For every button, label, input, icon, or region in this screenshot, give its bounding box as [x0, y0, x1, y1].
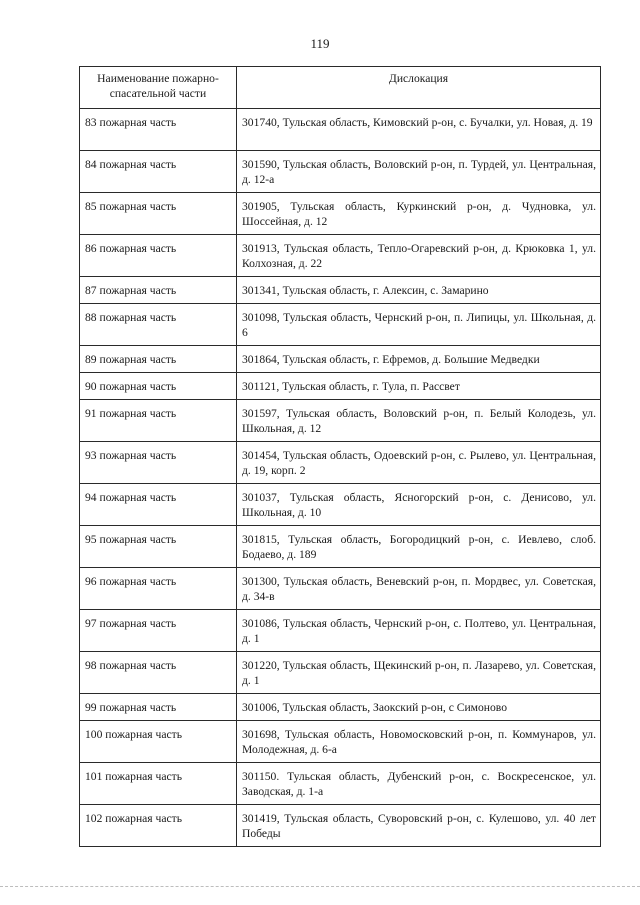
table-row — [80, 526, 601, 568]
unit-location: 301121, Тульская область, г. Тула, п. Рассвет — [237, 373, 601, 400]
unit-location: 301597, Тульская область, Воловский р-он, п. Белый Колодезь, ул. Школьная, д. 12 — [237, 400, 601, 442]
unit-location: 301815, Тульская область, Богородицкий р-он, с. Иевлево, слоб. Бодаево, д. 189 — [237, 526, 601, 568]
unit-location: 301454, Тульская область, Одоевский р-он, с. Рылево, ул. Центральная, д. 19, корп. 2 — [237, 442, 601, 484]
unit-location: 301300, Тульская область, Веневский р-он, п. Мордвес, ул. Советская, д. 34-в — [237, 568, 601, 610]
table-row — [80, 442, 601, 484]
unit-name: 97 пожарная часть — [80, 610, 237, 652]
header-location: Дислокация — [237, 67, 601, 109]
unit-location: 301740, Тульская область, Кимовский р-он, с. Бучалки, ул. Новая, д. 19 — [237, 109, 601, 151]
table-row — [80, 694, 601, 721]
table-row — [80, 151, 601, 193]
unit-name: 90 пожарная часть — [80, 373, 237, 400]
unit-location: 301098, Тульская область, Чернский р-он, п. Липицы, ул. Школьная, д. 6 — [237, 304, 601, 346]
unit-name: 95 пожарная часть — [80, 526, 237, 568]
unit-name: 93 пожарная часть — [80, 442, 237, 484]
table-row — [80, 400, 601, 442]
unit-name: 84 пожарная часть — [80, 151, 237, 193]
unit-location: 301419, Тульская область, Суворовский р-он, с. Кулешово, ул. 40 лет Победы — [237, 805, 601, 847]
unit-location: 301698, Тульская область, Новомосковский р-он, п. Коммунаров, ул. Молодежная, д. 6-а — [237, 721, 601, 763]
table-header-row — [80, 67, 601, 109]
table-row — [80, 304, 601, 346]
unit-location: 301341, Тульская область, г. Алексин, с. Замарино — [237, 277, 601, 304]
unit-location: 301905, Тульская область, Куркинский р-он, д. Чудновка, ул. Шоссейная, д. 12 — [237, 193, 601, 235]
unit-location: 301913, Тульская область, Тепло-Огаревский р-он, д. Крюковка 1, ул. Колхозная, д. 22 — [237, 235, 601, 277]
page-number: 119 — [310, 36, 330, 51]
unit-name: 98 пожарная часть — [80, 652, 237, 694]
table-row — [80, 568, 601, 610]
table-row — [80, 109, 601, 151]
unit-location: 301086, Тульская область, Чернский р-он, с. Полтево, ул. Центральная, д. 1 — [237, 610, 601, 652]
unit-name: 94 пожарная часть — [80, 484, 237, 526]
table-row — [80, 721, 601, 763]
table-row — [80, 193, 601, 235]
table-row — [80, 373, 601, 400]
unit-name: 88 пожарная часть — [80, 304, 237, 346]
unit-name: 101 пожарная часть — [80, 763, 237, 805]
unit-name: 96 пожарная часть — [80, 568, 237, 610]
page-bottom-rule — [0, 886, 640, 887]
table-row — [80, 346, 601, 373]
unit-name: 87 пожарная часть — [80, 277, 237, 304]
table-row — [80, 277, 601, 304]
unit-name: 91 пожарная часть — [80, 400, 237, 442]
unit-name: 83 пожарная часть — [80, 109, 237, 151]
table-row — [80, 610, 601, 652]
unit-location: 301220, Тульская область, Щекинский р-он, п. Лазарево, ул. Советская, д. 1 — [237, 652, 601, 694]
unit-location: 301590, Тульская область, Воловский р-он, п. Турдей, ул. Центральная, д. 12-а — [237, 151, 601, 193]
unit-name: 99 пожарная часть — [80, 694, 237, 721]
table-row — [80, 805, 601, 847]
unit-name: 89 пожарная часть — [80, 346, 237, 373]
unit-name: 102 пожарная часть — [80, 805, 237, 847]
table-row — [80, 652, 601, 694]
unit-name: 100 пожарная часть — [80, 721, 237, 763]
unit-name: 85 пожарная часть — [80, 193, 237, 235]
table-row — [80, 484, 601, 526]
table-row — [80, 235, 601, 277]
table-row — [80, 763, 601, 805]
unit-location: 301864, Тульская область, г. Ефремов, д. Большие Медведки — [237, 346, 601, 373]
header-unit-name: Наименование пожарно-спасательной части — [80, 67, 237, 109]
fire-units-table — [79, 66, 601, 847]
unit-name: 86 пожарная часть — [80, 235, 237, 277]
unit-location: 301150. Тульская область, Дубенский р-он, с. Воскресенское, ул. Заводская, д. 1-а — [237, 763, 601, 805]
unit-location: 301037, Тульская область, Ясногорский р-он, с. Денисово, ул. Школьная, д. 10 — [237, 484, 601, 526]
unit-location: 301006, Тульская область, Заокский р-он, с Симоново — [237, 694, 601, 721]
